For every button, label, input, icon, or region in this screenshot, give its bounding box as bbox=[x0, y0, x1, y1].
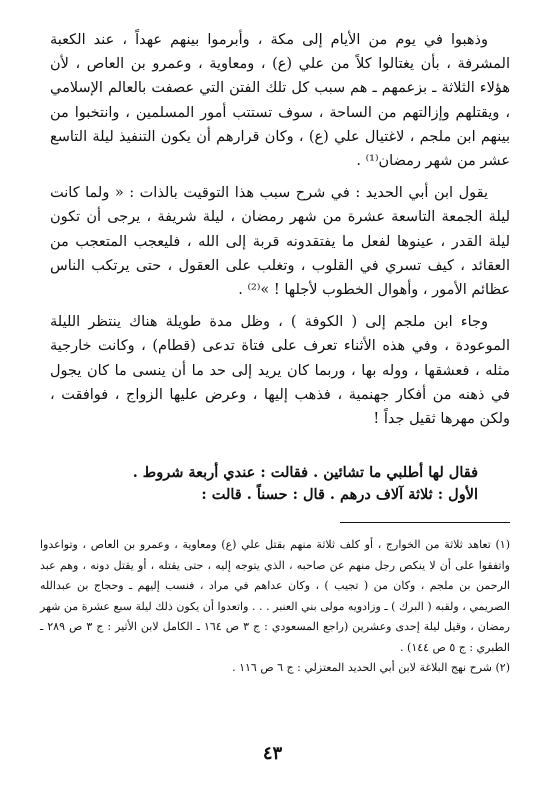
dialogue-lines bbox=[50, 462, 510, 506]
page-number: ٤٣ bbox=[262, 743, 283, 764]
footnote-separator bbox=[340, 522, 510, 523]
footnotes bbox=[40, 535, 510, 679]
dialogue-line-2: الأول : ثلاثة آلاف درهم . قال : حسناً . قالت : bbox=[201, 486, 478, 503]
dialogue-line-1: فقال لها أطلبي ما تشائين . فقالت : عندي أربعة شروط . bbox=[132, 464, 478, 481]
paragraph-1: وذهبوا في يوم من الأيام إلى مكة ، وأبرموا بينهم عهداً ، عند الكعبة المشرفة ، بأن يغتالوا كلاً من علي (ع) ، ومعاوية ، وعمرو بن العاص ، لأن هؤلاء الثلاثة ـ بزعمهم ـ هم سبب كل تلك الفتن التي عصفت بالعالم الإسلامي ، ويقتلهم وإزالتهم من الساحة ، سوف تستتب أمور المسلمين ، وانتخبوا من بينهم ابن ملجم ، لاغتيال علي (ع) ، وكان قرارهم أن يكون التنفيذ ليلة التاسع عشر من شهر رمضان⁽¹⁾ . bbox=[50, 32, 510, 170]
footnote-1: (١) تعاهد ثلاثة من الخوارج ، أو كلف ثلاثة منهم بقتل علي (ع) ومعاوية ، وعمرو بن العاص ، وتواعدوا واتفقوا على أن لا ينكص رجل منهم عن صاحبه ، الذي يتوجه إليه ، حتى يقتله ، أو يقتل دونه ، وهم عبد الرحمن بن ملجم ، وكان من ( تجيب ) ، وكان عداهم في مراد ، فنسب إليهم ـ وحجاج بن عبدالله الصريمي ، ولقبه ( البرك ) ـ وزادويه مولى بني العنبر . . . واتعدوا أن يكون ذلك ليلة سبع عشرة من شهر رمضان ، وقيل ليلة إحدى وعشرين (راجع المسعودي : ج ٣ ص ١٦٤ ـ الكامل لابن الأثير : ج ٣ ص ٢٨٩ ـ الطبري : ج ٥ ص ١٤٤) . bbox=[40, 538, 510, 654]
paragraph-3: وجاء ابن ملجم إلى ( الكوفة ) ، وظل مدة طويلة هناك ينتظر الليلة الموعودة ، وفي هذه الأثناء تعرف على فتاة تدعى (قطام) ، وكانت خارجية مثله ، فعشقها ، ووله بها ، وربما كان يريد إلى حد ما أن ينسى ما كان يجول في ذهنه من أفكار جهنمية ، فذهب إليها ، وعرض عليها الزواج ، فوافقت ، ولكن مهرها ثقيل جداً ! bbox=[50, 314, 510, 428]
footnote-2: (٢) شرح نهج البلاغة لابن أبي الحديد المعتزلي : ج ٦ ص ١١٦ . bbox=[232, 661, 510, 674]
paragraph-2: يقول ابن أبي الحديد : في شرح سبب هذا التوقيت بالذات : « ولما كانت ليلة الجمعة التاسعة عشرة من شهر رمضان ، ليلة شريفة ، يرجى أن تكون ليلة القدر ، عينوها لفعل ما يفتقدونه قربة إلى الله ، فليعجب المتعجب من العقائد ، كيف تسري في القلوب ، وتغلب على العقول ، حتى يرتكب الناس عظائم الأمور ، وأهوال الخطوب لأجلها ! »⁽²⁾ . bbox=[50, 185, 510, 299]
main-text bbox=[50, 28, 510, 431]
